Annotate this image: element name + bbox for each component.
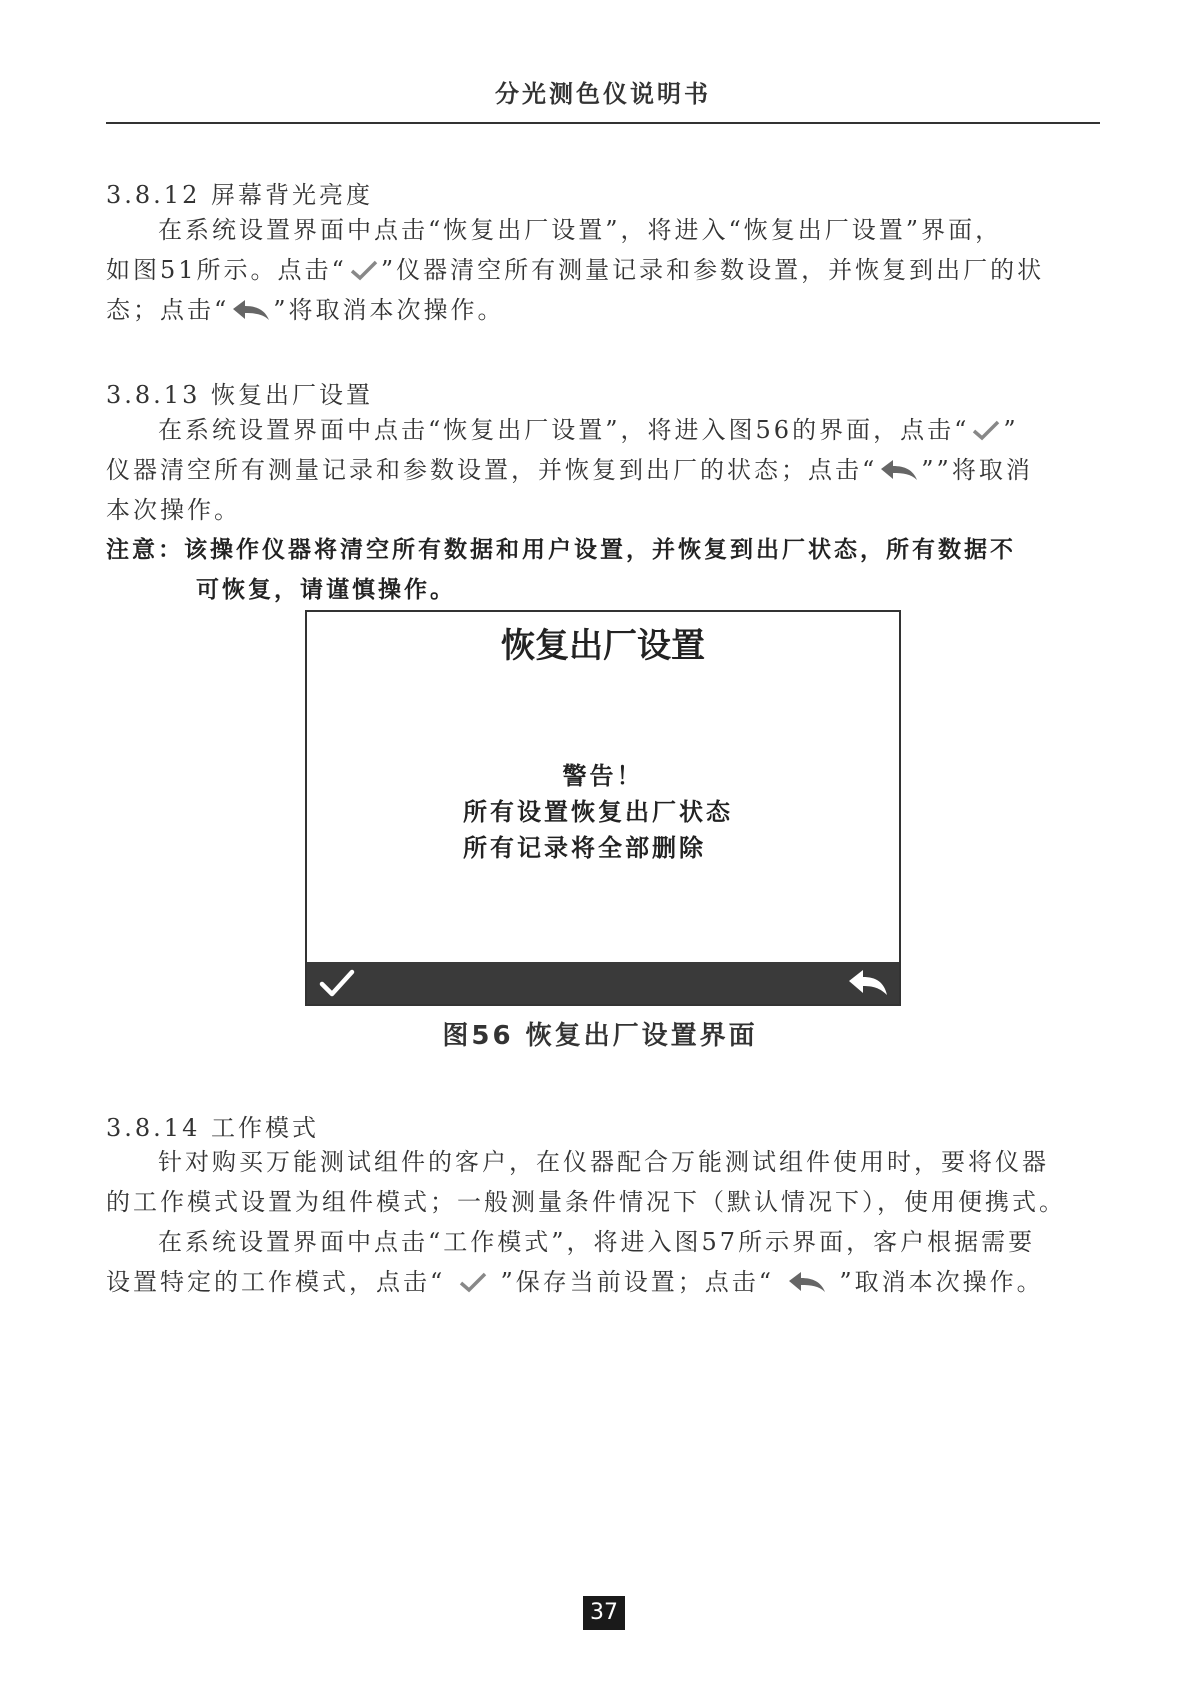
- body-line: 本次操作。: [106, 496, 241, 524]
- back-arrow-icon: [231, 298, 271, 322]
- section-body-3-8-12: [106, 210, 1102, 330]
- back-arrow-button[interactable]: [847, 969, 889, 997]
- body-line: 态；点击“ ”将取消本次操作。: [106, 296, 505, 324]
- section-body-3-8-14: [106, 1142, 1102, 1302]
- body-line: 如图51所示。点击“ ”仪器清空所有测量记录和参数设置，并恢复到出厂的状: [106, 256, 1045, 284]
- screen-action-bar: [307, 962, 899, 1004]
- section-heading-3-8-13: 3.8.13 恢复出厂设置: [106, 381, 373, 409]
- body-line: 在系统设置界面中点击“恢复出厂设置”，将进入“恢复出厂设置”界面，: [158, 216, 1003, 244]
- check-icon: [458, 1270, 488, 1294]
- note-line: 注意：该操作仪器将清空所有数据和用户设置，并恢复到出厂状态，所有数据不: [106, 537, 1016, 563]
- check-icon: [349, 258, 379, 282]
- body-line: 在系统设置界面中点击“恢复出厂设置”，将进入图56的界面，点击“ ”: [158, 416, 1019, 444]
- document-title: 分光测色仪说明书: [495, 80, 711, 108]
- warning-note: [106, 530, 1106, 610]
- check-icon: [971, 418, 1001, 442]
- document-header: [106, 74, 1100, 124]
- section-body-3-8-13: [106, 410, 1102, 530]
- back-arrow-icon: [787, 1270, 827, 1294]
- body-line: 在系统设置界面中点击“工作模式”，将进入图57所示界面，客户根据需要: [158, 1228, 1036, 1256]
- screen-title: 恢复出厂设置: [501, 626, 705, 666]
- body-line: 的工作模式设置为组件模式；一般测量条件情况下（默认情况下），使用便携式。: [106, 1188, 1066, 1216]
- body-line: 仪器清空所有测量记录和参数设置，并恢复到出厂的状态；点击“ ””将取消: [106, 456, 1033, 484]
- body-line: 针对购买万能测试组件的客户，在仪器配合万能测试组件使用时，要将仪器: [158, 1148, 1049, 1176]
- device-screen-figure: [305, 610, 901, 1006]
- warning-label: 警告！: [562, 762, 644, 790]
- warning-message-1: 所有设置恢复出厂状态: [463, 798, 733, 826]
- confirm-check-button[interactable]: [319, 968, 355, 998]
- section-heading-3-8-12: 3.8.12 屏幕背光亮度: [106, 181, 373, 209]
- page-number: 37: [583, 1596, 625, 1630]
- figure-caption: 图56 恢复出厂设置界面: [442, 1021, 758, 1051]
- body-line: 设置特定的工作模式，点击“ ”保存当前设置；点击“ ”取消本次操作。: [106, 1268, 1044, 1296]
- section-heading-3-8-14: 3.8.14 工作模式: [106, 1114, 319, 1142]
- back-arrow-icon: [879, 458, 919, 482]
- warning-message-2: 所有记录将全部删除: [463, 834, 706, 862]
- note-line: 可恢复，请谨慎操作。: [196, 577, 456, 603]
